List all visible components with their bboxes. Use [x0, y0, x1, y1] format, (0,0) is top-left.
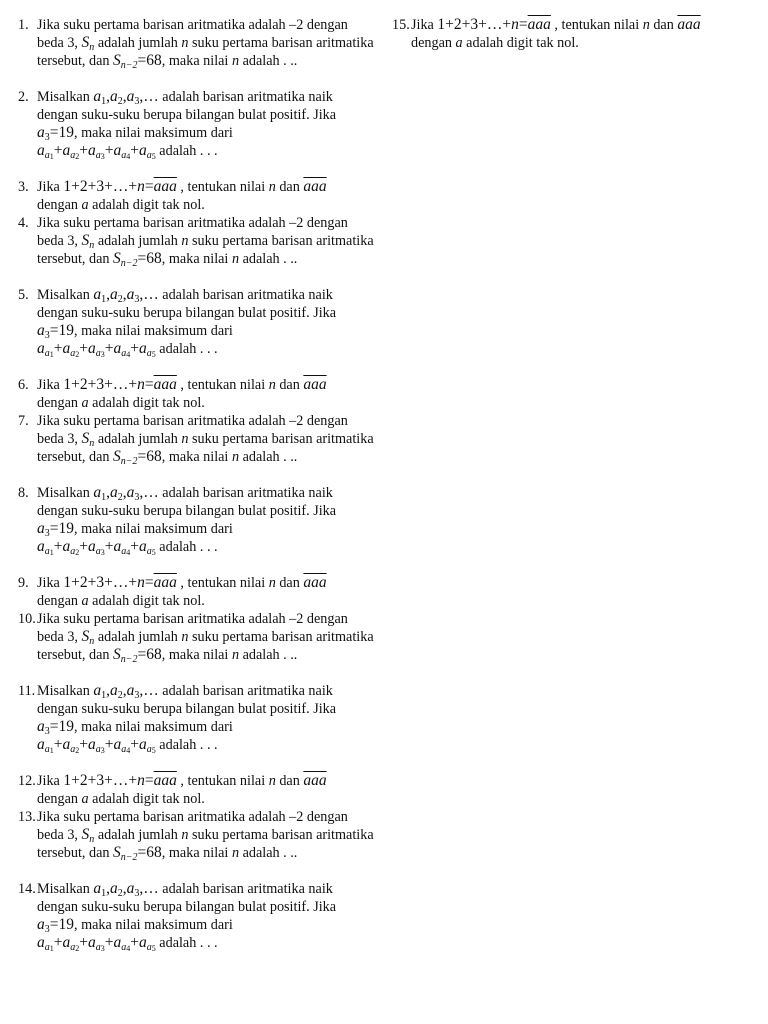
problem-text: , maka nilai: [161, 647, 232, 663]
problem-text: Jika suku pertama barisan aritmatika adalah –2 dengan: [37, 215, 348, 231]
problem-text: Jika suku pertama barisan aritmatika adalah –2 dengan: [37, 413, 348, 429]
math-expression: $a_3=19$: [37, 916, 74, 935]
problem-text: Jika suku pertama barisan aritmatika adalah –2 dengan: [37, 809, 348, 825]
problem-item: [18, 574, 383, 610]
problem-text: adalah jumlah: [94, 629, 182, 645]
problem-text: tersebut, dan: [37, 449, 114, 465]
math-var: S: [113, 844, 121, 861]
problem-text: adalah barisan aritmatika naik: [158, 683, 333, 699]
math-subscript: n−2: [120, 258, 138, 269]
overline-number: $\overline{aaa}$: [153, 376, 177, 393]
problem-line: [37, 304, 383, 322]
overline-number: $\overline{aaa}$: [303, 376, 327, 393]
problem-text: tersebut, dan: [37, 647, 114, 663]
problem-line: [37, 682, 383, 700]
math-expression: $a_{a_1}+a_{a_2}+a_{a_3}+a_{a_4}+a_{a_5}$: [37, 142, 156, 161]
problem-text: , maka nilai: [161, 251, 232, 267]
problem-text: adalah jumlah: [94, 431, 182, 447]
problem-item: [18, 286, 383, 376]
overline-number: $\overline{aaa}$: [527, 16, 551, 33]
problem-line: [37, 250, 383, 268]
problem-text: Misalkan: [37, 89, 94, 105]
math-expression: $1+2+3+\dots+n=\overline{aaa}$: [63, 574, 177, 591]
problem-line: [37, 34, 383, 52]
problem-text: beda 3,: [37, 35, 82, 51]
problem-text: beda 3,: [37, 233, 82, 249]
math-var: a: [455, 35, 463, 51]
overline-number: $\overline{aaa}$: [153, 772, 177, 789]
math-var: S: [81, 34, 90, 51]
problem-text: , maka nilai: [161, 53, 232, 69]
problem-line: [37, 808, 383, 826]
problem-text: Jika: [411, 17, 438, 33]
problem-line: [37, 790, 383, 808]
math-var: n: [268, 377, 276, 393]
problem-line: [37, 106, 383, 124]
problem-text: adalah . ..: [239, 53, 298, 69]
problem-number: 15.: [392, 17, 410, 33]
math-expression: $a_{a_1}+a_{a_2}+a_{a_3}+a_{a_4}+a_{a_5}$: [37, 736, 156, 755]
problem-text: adalah . ..: [239, 251, 298, 267]
problem-text: adalah digit tak nol.: [88, 395, 205, 411]
math-text: =68: [137, 52, 162, 69]
problem-line: [37, 214, 383, 232]
problem-line: [37, 646, 383, 664]
problem-text: dan: [275, 179, 304, 195]
problem-item: [18, 484, 383, 574]
problem-number: 2.: [18, 89, 29, 105]
math-expression: $a_1,a_2,a_3,\dots$: [93, 286, 159, 305]
math-expression: $a_3=19$: [37, 124, 74, 143]
problem-line: [37, 322, 383, 340]
math-subscript: n−2: [120, 852, 138, 863]
math-var: n: [231, 449, 240, 465]
problem-text: tersebut, dan: [37, 53, 114, 69]
problem-text: suku pertama barisan aritmatika: [188, 629, 374, 645]
problem-line: [37, 196, 383, 214]
math-expression: $a_{a_1}+a_{a_2}+a_{a_3}+a_{a_4}+a_{a_5}$: [37, 934, 156, 953]
problem-text: dengan suku-suku berupa bilangan bulat positif. Jika: [37, 899, 337, 915]
math-expression: $a_1,a_2,a_3,\dots$: [93, 484, 159, 503]
problem-line: [37, 286, 383, 304]
math-var: S: [81, 826, 90, 843]
math-var: a: [81, 791, 89, 807]
problem-text: Misalkan: [37, 485, 94, 501]
problem-text: beda 3,: [37, 431, 82, 447]
problem-text: dengan: [37, 791, 82, 807]
problem-text: , maka nilai: [161, 845, 232, 861]
problem-text: Misalkan: [37, 683, 94, 699]
math-text: =68: [137, 448, 162, 465]
problem-text: , maka nilai maksimum dari: [74, 323, 233, 339]
problem-line: [37, 52, 383, 70]
problem-number: 8.: [18, 485, 29, 501]
math-text: =68: [137, 844, 162, 861]
problem-line: [37, 16, 383, 34]
problem-number: 1.: [18, 17, 29, 33]
problem-line: [37, 736, 383, 754]
problem-text: , maka nilai maksimum dari: [74, 521, 233, 537]
math-var: n: [181, 431, 189, 447]
problem-text: dan: [275, 575, 304, 591]
problem-text: , maka nilai maksimum dari: [74, 917, 233, 933]
problem-text: Jika: [37, 377, 64, 393]
problem-line: [37, 448, 383, 466]
problem-text: dengan suku-suku berupa bilangan bulat positif. Jika: [37, 107, 337, 123]
problem-text: , maka nilai maksimum dari: [74, 125, 233, 141]
problem-text: Jika: [37, 575, 64, 591]
math-subscript: n: [89, 636, 95, 647]
problem-line: [37, 916, 383, 934]
problem-text: , tentukan nilai: [550, 17, 643, 33]
math-var: n: [181, 233, 189, 249]
math-var: n: [642, 17, 650, 33]
math-expression: $1+2+3+\dots+n=\overline{aaa}$: [437, 16, 551, 33]
math-var: S: [81, 232, 90, 249]
math-var: S: [113, 448, 121, 465]
problem-text: , tentukan nilai: [176, 575, 269, 591]
problem-text: dan: [275, 377, 304, 393]
problem-text: dengan suku-suku berupa bilangan bulat positif. Jika: [37, 305, 337, 321]
problem-text: , tentukan nilai: [176, 377, 269, 393]
problem-line: [37, 898, 383, 916]
math-var: S: [81, 628, 90, 645]
problem-line: [37, 592, 383, 610]
problem-item: [18, 376, 383, 412]
math-subscript: n−2: [120, 60, 138, 71]
problem-line: [37, 610, 383, 628]
math-subscript: n: [89, 240, 95, 251]
problem-number: 9.: [18, 575, 29, 591]
math-var: n: [181, 35, 189, 51]
math-var: a: [81, 395, 89, 411]
problem-line: [37, 142, 383, 160]
problem-text: tersebut, dan: [37, 251, 114, 267]
math-expression: $a_3=19$: [37, 520, 74, 539]
problem-text: adalah jumlah: [94, 35, 182, 51]
problem-text: dengan: [37, 197, 82, 213]
problem-line: [37, 178, 383, 196]
problem-line: [37, 826, 383, 844]
problem-number: 13.: [18, 809, 36, 825]
problem-line: [37, 718, 383, 736]
math-var: S: [113, 52, 121, 69]
problem-number: 12.: [18, 773, 36, 789]
problem-item: [18, 682, 383, 772]
problem-number: 14.: [18, 881, 36, 897]
problem-line: [37, 772, 383, 790]
problem-text: , tentukan nilai: [176, 179, 269, 195]
problem-line: [37, 232, 383, 250]
math-expression: $a_{a_1}+a_{a_2}+a_{a_3}+a_{a_4}+a_{a_5}$: [37, 538, 156, 557]
math-expression: $a_3=19$: [37, 322, 74, 341]
problem-line: [37, 628, 383, 646]
problem-text: tersebut, dan: [37, 845, 114, 861]
math-var: S: [113, 250, 121, 267]
problem-number: 3.: [18, 179, 29, 195]
problem-item: [18, 178, 383, 214]
problem-text: adalah barisan aritmatika naik: [158, 89, 333, 105]
math-var: n: [181, 827, 189, 843]
problem-number: 4.: [18, 215, 29, 231]
overline-number: $\overline{aaa}$: [303, 772, 327, 789]
problem-text: adalah digit tak nol.: [462, 35, 579, 51]
problem-text: adalah . . .: [155, 539, 218, 555]
problem-text: adalah digit tak nol.: [88, 791, 205, 807]
problem-item: [18, 772, 383, 808]
problem-text: Misalkan: [37, 287, 94, 303]
problem-line: [37, 484, 383, 502]
problem-text: beda 3,: [37, 629, 82, 645]
problem-item: [18, 610, 383, 682]
overline-number: $\overline{aaa}$: [677, 16, 701, 33]
problem-text: adalah jumlah: [94, 233, 182, 249]
problem-line: [411, 34, 752, 52]
problem-text: dan: [649, 17, 678, 33]
math-expression: [113, 448, 162, 465]
overline-number: $\overline{aaa}$: [303, 574, 327, 591]
math-var: n: [231, 53, 240, 69]
math-expression: $a_1,a_2,a_3,\dots$: [93, 88, 159, 107]
math-expression: [82, 826, 95, 843]
problem-line: [37, 880, 383, 898]
problem-text: adalah . ..: [239, 845, 298, 861]
problem-line: [37, 538, 383, 556]
problem-text: Jika: [37, 179, 64, 195]
problem-item: [18, 808, 383, 880]
problem-text: adalah barisan aritmatika naik: [158, 485, 333, 501]
problem-text: suku pertama barisan aritmatika: [188, 233, 374, 249]
problem-text: , tentukan nilai: [176, 773, 269, 789]
math-expression: $a_1,a_2,a_3,\dots$: [93, 880, 159, 899]
problem-text: adalah digit tak nol.: [88, 593, 205, 609]
problem-item: [18, 88, 383, 178]
math-expression: $a_1,a_2,a_3,\dots$: [93, 682, 159, 701]
math-expression: $a_{a_1}+a_{a_2}+a_{a_3}+a_{a_4}+a_{a_5}$: [37, 340, 156, 359]
math-subscript: n: [89, 834, 95, 845]
problem-line: [37, 700, 383, 718]
problem-line: [37, 844, 383, 862]
problem-item: [18, 214, 383, 286]
problem-text: dengan: [37, 395, 82, 411]
problem-item: [18, 16, 383, 88]
problem-line: [37, 574, 383, 592]
math-expression: $a_3=19$: [37, 718, 74, 737]
problem-text: adalah . . .: [155, 341, 218, 357]
problem-text: Jika suku pertama barisan aritmatika adalah –2 dengan: [37, 17, 348, 33]
right-column: [392, 16, 752, 52]
math-var: n: [231, 647, 240, 663]
math-expression: [82, 34, 95, 51]
math-expression: [82, 430, 95, 447]
problem-text: dengan suku-suku berupa bilangan bulat positif. Jika: [37, 701, 337, 717]
problem-text: , maka nilai maksimum dari: [74, 719, 233, 735]
problem-number: 5.: [18, 287, 29, 303]
problem-line: [37, 430, 383, 448]
problem-line: [37, 412, 383, 430]
problem-text: adalah digit tak nol.: [88, 197, 205, 213]
math-expression: [113, 646, 162, 663]
math-text: =68: [137, 646, 162, 663]
math-subscript: n−2: [120, 654, 138, 665]
problem-text: adalah . . .: [155, 935, 218, 951]
overline-number: $\overline{aaa}$: [153, 574, 177, 591]
problem-text: adalah . ..: [239, 647, 298, 663]
math-expression: [82, 232, 95, 249]
problem-line: [37, 124, 383, 142]
problem-text: adalah barisan aritmatika naik: [158, 881, 333, 897]
problem-number: 6.: [18, 377, 29, 393]
problem-line: [37, 934, 383, 952]
problem-text: dan: [275, 773, 304, 789]
math-subscript: n−2: [120, 456, 138, 467]
problem-text: dengan: [411, 35, 456, 51]
problem-number: 7.: [18, 413, 29, 429]
math-var: n: [268, 179, 276, 195]
problem-text: beda 3,: [37, 827, 82, 843]
problem-text: suku pertama barisan aritmatika: [188, 431, 374, 447]
math-var: n: [268, 575, 276, 591]
problem-item: [18, 880, 383, 970]
problem-text: adalah barisan aritmatika naik: [158, 287, 333, 303]
math-expression: [82, 628, 95, 645]
math-expression: $1+2+3+\dots+n=\overline{aaa}$: [63, 376, 177, 393]
math-expression: [113, 52, 162, 69]
problem-number: 11.: [18, 683, 36, 699]
math-var: S: [113, 646, 121, 663]
problem-text: dengan: [37, 593, 82, 609]
overline-number: $\overline{aaa}$: [153, 178, 177, 195]
left-column: [18, 16, 383, 970]
problem-item: [392, 16, 752, 52]
problem-text: Misalkan: [37, 881, 94, 897]
math-var: n: [231, 845, 240, 861]
math-subscript: n: [89, 438, 95, 449]
problem-line: [37, 340, 383, 358]
problem-text: adalah jumlah: [94, 827, 182, 843]
problem-number: 10.: [18, 611, 36, 627]
problem-text: suku pertama barisan aritmatika: [188, 827, 374, 843]
problem-text: Jika: [37, 773, 64, 789]
problem-line: [411, 16, 752, 34]
overline-number: $\overline{aaa}$: [303, 178, 327, 195]
math-expression: $1+2+3+\dots+n=\overline{aaa}$: [63, 178, 177, 195]
math-text: =68: [137, 250, 162, 267]
math-var: a: [81, 593, 89, 609]
problem-item: [18, 412, 383, 484]
math-var: n: [181, 629, 189, 645]
problem-text: Jika suku pertama barisan aritmatika adalah –2 dengan: [37, 611, 348, 627]
problem-text: adalah . ..: [239, 449, 298, 465]
problem-line: [37, 376, 383, 394]
math-var: S: [81, 430, 90, 447]
math-var: n: [268, 773, 276, 789]
problem-line: [37, 394, 383, 412]
problem-text: adalah . . .: [155, 143, 218, 159]
math-var: a: [81, 197, 89, 213]
math-expression: [113, 250, 162, 267]
problem-text: adalah . . .: [155, 737, 218, 753]
math-expression: $1+2+3+\dots+n=\overline{aaa}$: [63, 772, 177, 789]
problem-line: [37, 520, 383, 538]
problem-line: [37, 88, 383, 106]
math-subscript: n: [89, 42, 95, 53]
problem-text: suku pertama barisan aritmatika: [188, 35, 374, 51]
math-expression: [113, 844, 162, 861]
problem-line: [37, 502, 383, 520]
math-var: n: [231, 251, 240, 267]
problem-text: , maka nilai: [161, 449, 232, 465]
problem-text: dengan suku-suku berupa bilangan bulat positif. Jika: [37, 503, 337, 519]
